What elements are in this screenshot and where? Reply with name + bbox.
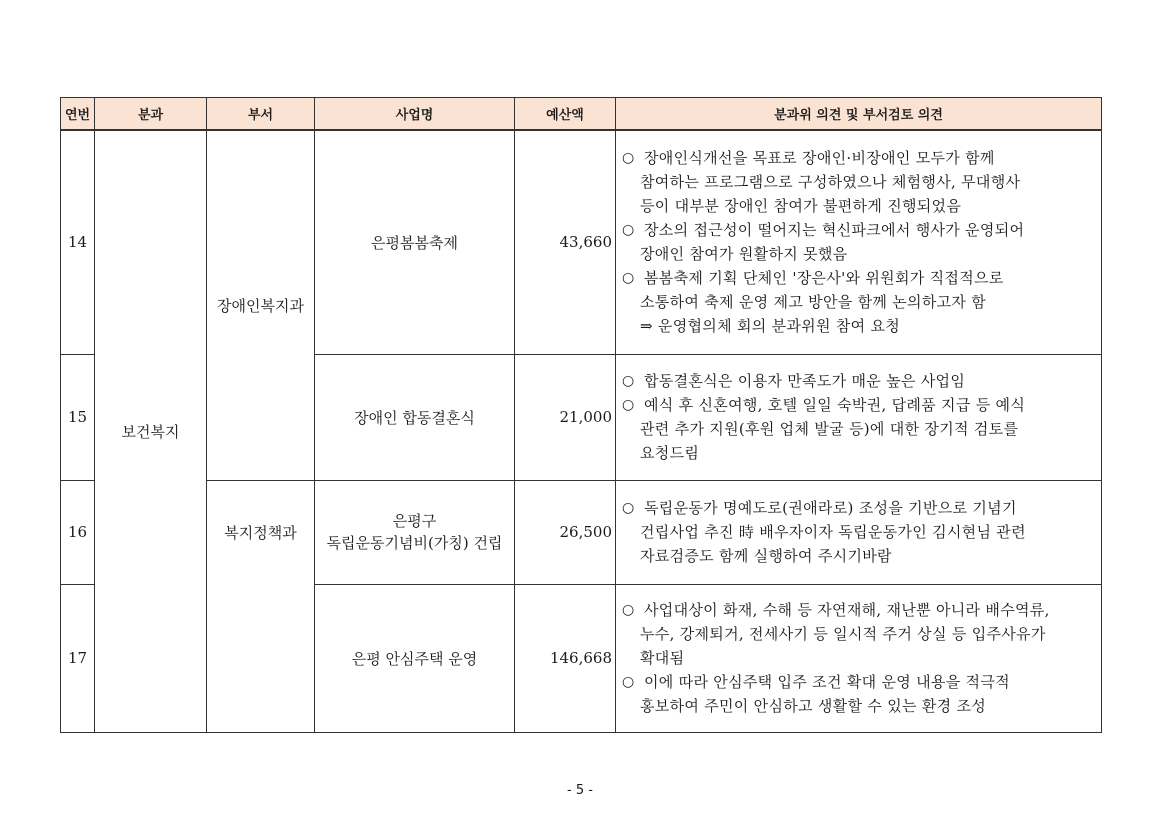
header-division: 분과 [95, 98, 207, 131]
budget-amount: 43,660 [515, 130, 616, 354]
table-row [61, 130, 1102, 354]
budget-amount: 21,000 [515, 354, 616, 480]
opinion-item [618, 598, 1099, 622]
header-department: 부서 [207, 98, 315, 131]
opinion-line: 장애인식개선을 목표로 장애인·비장애인 모두가 함께 [644, 149, 995, 168]
bullet-icon: ○ [622, 500, 635, 516]
project-name: 장애인 합동결혼식 [315, 354, 515, 480]
budget-amount: 146,668 [515, 584, 616, 732]
opinion-item [618, 670, 1099, 694]
opinion-line: 누수, 강제퇴거, 전세사기 등 일시적 주거 상실 등 입주사유가 [640, 625, 1046, 643]
opinion-line: 관련 추가 지원(후원 업체 발굴 등)에 대한 장기적 검토를 [640, 420, 1019, 438]
opinion-line: 사업대상이 화재, 수해 등 자연재해, 재난뿐 아니라 배수역류, [644, 601, 1050, 619]
project-name-line: 은평구 [392, 512, 437, 530]
opinion-line: 요청드림 [640, 444, 700, 462]
opinion-cell [616, 130, 1102, 354]
bullet-icon: ○ [622, 270, 635, 287]
opinion-line: 장애인 참여가 원활하지 못했음 [640, 245, 848, 264]
opinion-cell [616, 354, 1102, 480]
opinion-line: 이에 따라 안심주택 입주 조건 확대 운영 내용을 적극적 [644, 673, 1010, 691]
project-name [315, 480, 515, 584]
opinion-line: 확대됨 [640, 649, 685, 667]
division-cell: 보건복지 [95, 130, 207, 732]
project-name-line: 독립운동기념비(가칭) 건립 [326, 534, 503, 552]
header-no: 연번 [61, 98, 95, 131]
opinion-item [618, 146, 1099, 170]
header-project: 사업명 [315, 98, 515, 131]
header-budget: 예산액 [515, 98, 616, 131]
opinion-item [618, 369, 1099, 393]
opinion-cell [616, 480, 1102, 584]
table-header-row [61, 98, 1102, 131]
opinion-line: 자료검증도 함께 실행하여 주시기바람 [640, 547, 892, 565]
opinion-line: ⇒ 운영협의체 회의 분과위원 참여 요청 [640, 317, 901, 336]
page-number: - 5 - [567, 783, 593, 798]
budget-amount: 26,500 [515, 480, 616, 584]
opinion-line: 독립운동가 명예도로(권애라로) 조성을 기반으로 기념기 [644, 499, 1017, 517]
department-cell: 장애인복지과 [207, 130, 315, 480]
opinion-item [618, 393, 1099, 417]
opinion-item [618, 218, 1099, 242]
opinion-line: 참여하는 프로그램으로 구성하였으나 체험행사, 무대행사 [640, 173, 1021, 192]
opinion-line: 등이 대부분 장애인 참여가 불편하게 진행되었음 [640, 197, 962, 216]
row-number: 16 [61, 480, 95, 584]
row-number: 17 [61, 584, 95, 732]
opinion-item [618, 266, 1099, 290]
bullet-icon: ○ [622, 397, 635, 413]
opinion-line: 장소의 접근성이 떨어지는 혁신파크에서 행사가 운영되어 [644, 221, 1025, 240]
bullet-icon: ○ [622, 674, 635, 690]
bullet-icon: ○ [622, 373, 635, 389]
header-opinion: 분과위 의견 및 부서검토 의견 [616, 98, 1102, 131]
bullet-icon: ○ [622, 602, 635, 618]
opinion-line: 소통하여 축제 운영 제고 방안을 함께 논의하고자 함 [640, 293, 987, 312]
opinion-line: 건립사업 추진 時 배우자이자 독립운동가인 김시현님 관련 [640, 523, 1026, 541]
department-cell: 복지정책과 [207, 480, 315, 732]
opinion-item [618, 496, 1099, 520]
project-name: 은평봄봄축제 [315, 130, 515, 354]
opinion-cell [616, 584, 1102, 732]
row-number: 14 [61, 130, 95, 354]
budget-review-table [60, 97, 1102, 733]
bullet-icon: ○ [622, 150, 635, 167]
opinion-line: 합동결혼식은 이용자 만족도가 매운 높은 사업임 [644, 372, 966, 390]
opinion-line: 예식 후 신혼여행, 호텔 일일 숙박권, 답례품 지급 등 예식 [644, 396, 1026, 414]
row-number: 15 [61, 354, 95, 480]
table-row [61, 480, 1102, 584]
project-name: 은평 안심주택 운영 [315, 584, 515, 732]
opinion-line: 홍보하여 주민이 안심하고 생활할 수 있는 환경 조성 [640, 697, 987, 715]
opinion-line: 봄봄축제 기획 단체인 '장은사'와 위원회가 직접적으로 [644, 269, 1004, 288]
bullet-icon: ○ [622, 222, 635, 239]
